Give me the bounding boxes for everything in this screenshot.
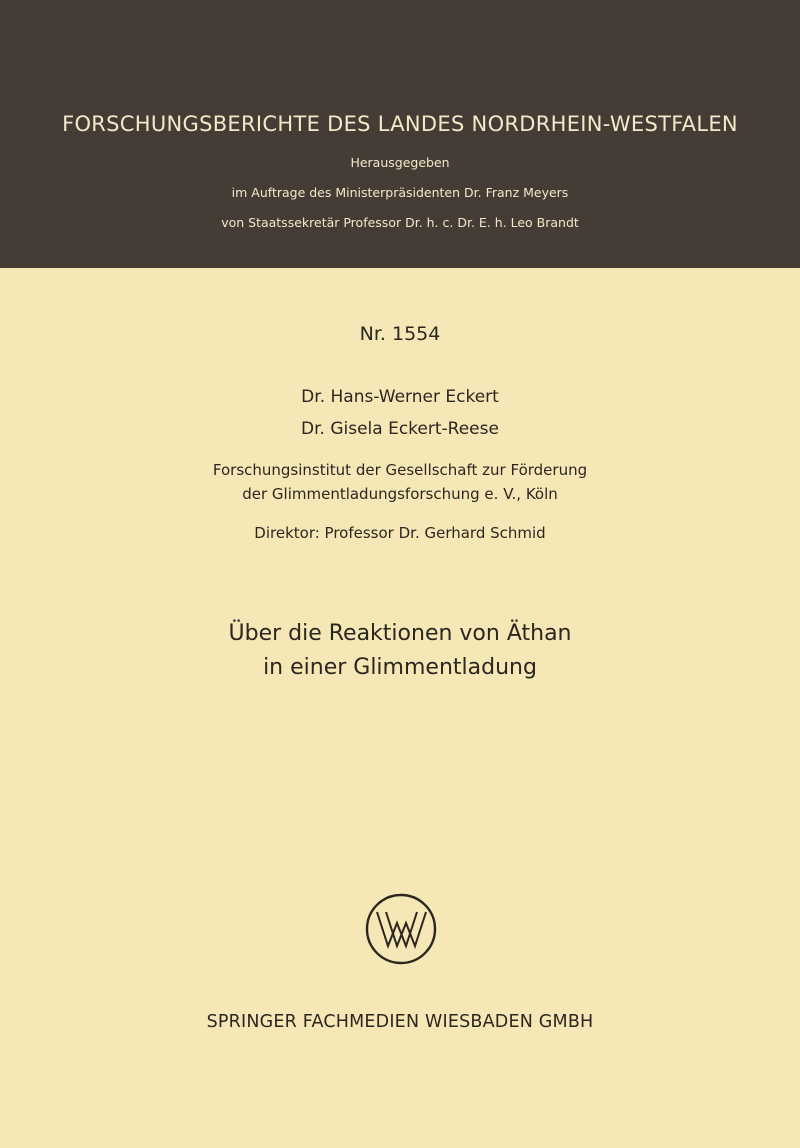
director-line: Direktor: Professor Dr. Gerhard Schmid [254,524,546,542]
institute-line-2: der Glimmentladungsforschung e. V., Köln [242,485,558,503]
publisher-name: SPRINGER FACHMEDIEN WIESBADEN GMBH [206,1012,594,1032]
editor-line-3: von Staatssekretär Professor Dr. h. c. Dr. E. h. Leo Brandt [221,215,579,230]
header-band [0,0,800,268]
editor-line-2: im Auftrage des Ministerpräsidenten Dr. Franz Meyers [231,185,569,200]
report-number: Nr. 1554 [359,323,441,345]
editor-line-1: Herausgegeben [350,155,450,170]
book-title-line-2: in einer Glimmentladung [263,655,537,680]
series-title: FORSCHUNGSBERICHTE DES LANDES NORDRHEIN-WESTFALEN [62,112,738,136]
author-2: Dr. Gisela Eckert-Reese [301,419,499,439]
author-1: Dr. Hans-Werner Eckert [301,387,499,407]
publisher-ww-logo-icon [364,892,438,966]
institute-line-1: Forschungsinstitut der Gesellschaft zur Förderung [212,461,588,479]
book-title-line-1: Über die Reaktionen von Äthan [228,621,572,646]
